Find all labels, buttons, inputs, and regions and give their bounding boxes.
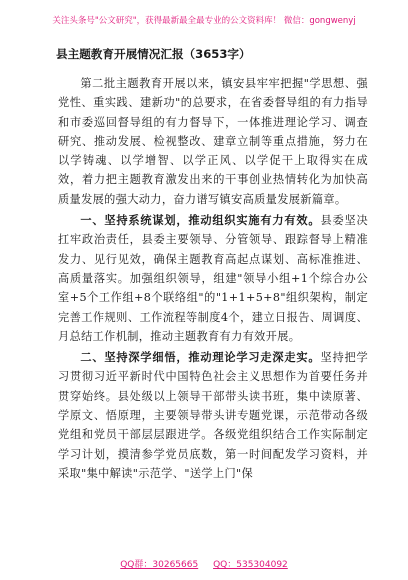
- document-title: 县主题教育开展情况汇报（3653字）: [56, 47, 251, 61]
- header-notice: 关注头条号"公文研究"，获得最新最全最专业的公文资料库！ 微信：gongwenyj: [52, 16, 356, 26]
- section-1-body: 县委坚决扛牢政治责任，县委主要领导、分管领导、跟踪督导上精准发力、见行见效，确保主题教育高起点谋划、高标准推进、高质量落实。加强组织领导，组建"领导小组+1个综合办公室+5个工作组+8个联络组"的"1+1+5+8"组织架构，制定完善工作规则、工作流程等制度4个，建立日报告、周调度、月总结工作机制，推动主题教育有力有效开展。: [58, 214, 368, 343]
- section-1-paragraph: [58, 211, 368, 346]
- document-body: [58, 46, 368, 485]
- footer-qq-group: QQ群：30265665: [120, 560, 199, 570]
- footer-qq-number: QQ：535304092: [213, 560, 288, 570]
- section-2-body: 坚持把学习贯彻习近平新时代中国特色社会主义思想作为首要任务并贯穿始终。县处级以上领导干部带头读书班，集中读原著、学原文、悟原理，主要领导带头讲专题党课，示范带动各级党组和党员干部层层跟进学。各级党组织结合工作实际制定学习计划，摸清参学党员底数，第一时间配发学习资料，并采取"集中解读"示范学、"送学上门"保: [58, 351, 368, 480]
- intro-paragraph: 第二批主题教育开展以来，镇安县牢牢把握"学思想、强党性、重实践、建新功"的总要求，在省委督导组的有力指导和市委巡回督导组的有力督导下，一体推进理论学习、调查研究、推动发展、检视整改、建章立制等重点措施，努力在以学铸魂、以学增智、以学正风、以学促干上取得实在成效，着力把主题教育激发出来的干事创业热情转化为加快高质量发展的强大动力，奋力谱写镇安高质量发展新篇章。: [58, 77, 368, 206]
- section-2-paragraph: [58, 348, 368, 483]
- section-2-heading: 二、坚持深学细悟，推动理论学习走深走实。: [80, 351, 321, 365]
- section-1-heading: 一、坚持系统谋划，推动组织实施有力有效。: [80, 214, 321, 228]
- footer-contact: [0, 557, 408, 570]
